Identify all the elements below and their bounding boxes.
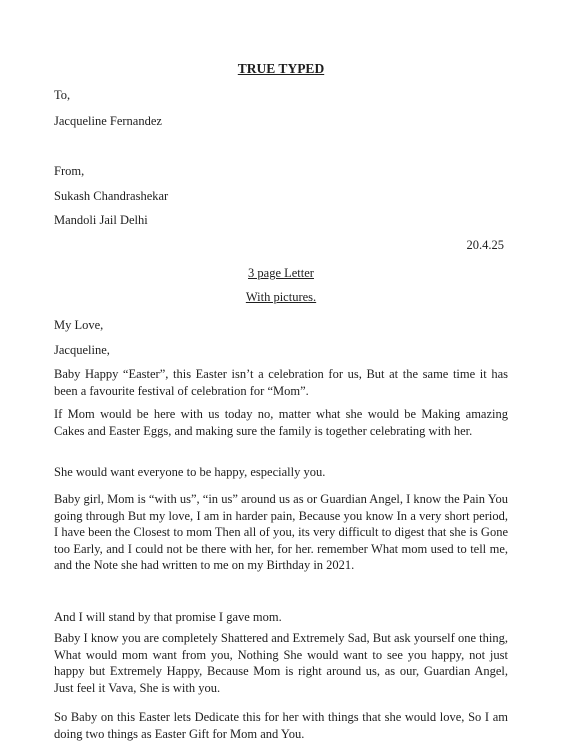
sender-name: Sukash Chandrashekar	[54, 189, 169, 203]
from-label: From,	[54, 164, 85, 178]
to-label: To,	[54, 88, 71, 102]
paragraph: So Baby on this Easter lets Dedicate this for her with things that she would love, So I am doing two things as Easter Gift for Mom and You.	[54, 710, 508, 741]
paragraph: She would want everyone to be happy, especially you.	[54, 465, 326, 479]
paragraph: If Mom would be here with us today no, matter what she would be Making amazing Cakes and Easter Eggs, and making sure the family is together celebrating with her.	[54, 407, 508, 438]
recipient-name: Jacqueline Fernandez	[54, 114, 162, 128]
salutation-line-2: Jacqueline,	[54, 343, 110, 357]
sender-address: Mandoli Jail Delhi	[54, 213, 148, 227]
paragraph: Baby Happy “Easter”, this Easter isn’t a celebration for us, But at the same time it has been a favourite festival of celebration for “Mom”.	[54, 367, 508, 398]
salutation-line-1: My Love,	[54, 318, 104, 332]
document-heading: TRUE TYPED	[237, 61, 325, 76]
pictures-note: With pictures.	[245, 290, 317, 304]
paragraph: Baby girl, Mom is “with us”, “in us” around us as or Guardian Angel, I know the Pain You going through But my love, I am in harder pain, Because you know In a very short period, I have been the Closest to mom Then all of you, its very difficult to digest that she is Gone too Early, and I could not be there with her, for her. remember What mom used to tell me, and the Note she had written to me on my Birthday in 2021.	[54, 492, 508, 573]
paragraph: And I will stand by that promise I gave mom.	[54, 610, 282, 624]
letter-date: 20.4.25	[466, 238, 504, 252]
paragraph: Baby I know you are completely Shattered and Extremely Sad, But ask yourself one thing, What would mom want from you, Nothing She would want to see you happy, not just happy but Extremely Happy, Because Mom is right around us, as our, Guardian Angel, Just feel it Vava, She is with you.	[54, 631, 508, 695]
page-count-note: 3 page Letter	[248, 266, 314, 280]
